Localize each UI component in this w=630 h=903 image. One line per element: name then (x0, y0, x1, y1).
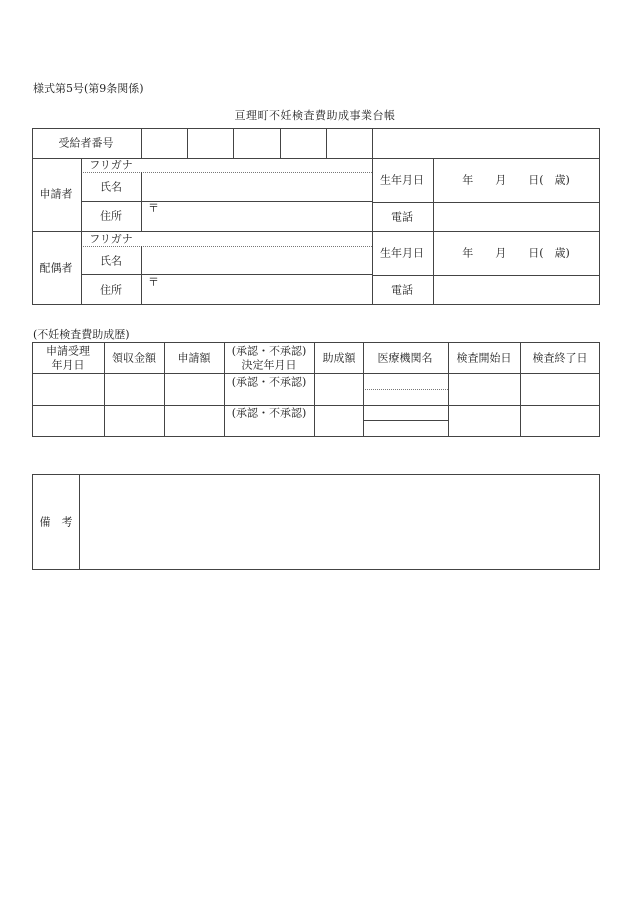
header-receipt-amount: 領収金額 (112, 351, 156, 365)
header-decision-date (232, 344, 307, 372)
spouse-birthdate-label: 生年月日 (380, 246, 424, 260)
spouse-label: 配偶者 (39, 261, 73, 275)
form-number: 様式第5号(第9条関係) (33, 82, 144, 95)
applicant-birthdate-label: 生年月日 (380, 173, 424, 187)
spouse-name-label: 氏名 (100, 254, 122, 268)
header-grant-amount: 助成額 (322, 351, 356, 365)
header-decision-date-text: (承認・不承認) 決定年月日 (231, 344, 307, 371)
row-1-status: (承認・不承認) (231, 375, 307, 389)
applicant-furigana-label: フリガナ (89, 158, 133, 172)
applicant-address-label: 住所 (100, 209, 122, 223)
spouse-address-label: 住所 (100, 283, 122, 297)
remarks-label: 備 考 (39, 515, 73, 529)
applicant-name-label: 氏名 (100, 180, 122, 194)
spouse-phone-label: 電話 (391, 283, 413, 297)
applicant-label: 申請者 (39, 187, 73, 201)
header-applied-amount: 申請額 (177, 351, 211, 365)
spouse-furigana-label: フリガナ (89, 232, 133, 246)
header-received-date (46, 344, 90, 372)
applicant-birthdate-format: 年 月 日( 歳) (462, 173, 570, 187)
header-exam-start: 検査開始日 (456, 351, 512, 365)
header-exam-end: 検査終了日 (532, 351, 588, 365)
history-section-title: (不妊検査費助成歴) (33, 328, 130, 341)
header-institution: 医療機関名 (377, 351, 433, 365)
applicant-postal-mark: 〒 (148, 201, 159, 215)
row-2-status: (承認・不承認) (231, 406, 307, 420)
applicant-phone-label: 電話 (391, 210, 413, 224)
recipient-number-label: 受給者番号 (58, 136, 114, 150)
document-title: 亘理町不妊検査費助成事業台帳 (234, 109, 396, 122)
header-received-date-text: 申請受理 年月日 (46, 344, 90, 371)
spouse-postal-mark: 〒 (148, 275, 159, 289)
spouse-birthdate-format: 年 月 日( 歳) (462, 246, 570, 260)
